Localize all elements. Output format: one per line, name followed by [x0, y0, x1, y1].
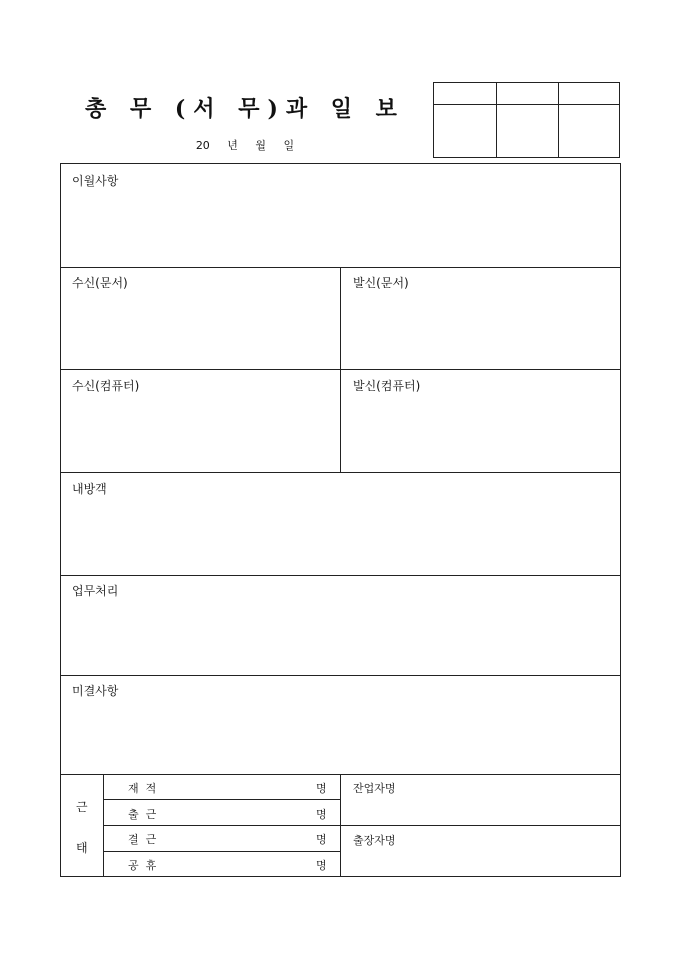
section-label-sent-computer: 발신(컴퓨터): [353, 379, 421, 393]
attendance-row-unit: 명: [316, 859, 327, 872]
section-label-received-computer: 수신(컴퓨터): [72, 379, 140, 393]
approval-box: [433, 82, 620, 158]
attendance-row-divider: [103, 851, 340, 852]
attendance-row-label: 재 적: [128, 782, 157, 795]
section-label-received-docs: 수신(문서): [72, 276, 128, 290]
section-divider: [61, 675, 620, 676]
section-label-sent-docs: 발신(문서): [353, 276, 409, 290]
business-trip-label: 출장자명: [353, 834, 396, 847]
section-divider: [61, 575, 620, 576]
attendance-row-unit: 명: [316, 782, 327, 795]
attendance-row-divider: [103, 825, 620, 826]
section-label-transfer: 이월사항: [72, 174, 119, 188]
attendance-label-top: 근: [76, 800, 88, 814]
attendance-row-label: 결 근: [128, 833, 157, 846]
attendance-row-unit: 명: [316, 808, 327, 821]
approval-box-column-divider: [558, 83, 559, 157]
overtime-label: 잔업자명: [353, 782, 396, 795]
page-title: 총 무 (서 무)과 일 보: [85, 96, 405, 122]
section-label-pending: 미결사항: [72, 684, 119, 698]
date-line: 20 년 월 일: [195, 139, 295, 152]
daily-report-form: [60, 163, 621, 877]
approval-box-column-divider: [496, 83, 497, 157]
section-label-work: 업무처리: [72, 584, 119, 598]
attendance-row-label: 공 휴: [128, 859, 157, 872]
section-label-visitors: 내방객: [72, 482, 107, 496]
attendance-row-label: 출 근: [128, 808, 157, 821]
column-divider: [340, 267, 341, 473]
attendance-row-divider: [103, 799, 340, 800]
attendance-label-bottom: 태: [76, 841, 88, 855]
approval-box-divider: [434, 104, 619, 105]
attendance-row-unit: 명: [316, 833, 327, 846]
